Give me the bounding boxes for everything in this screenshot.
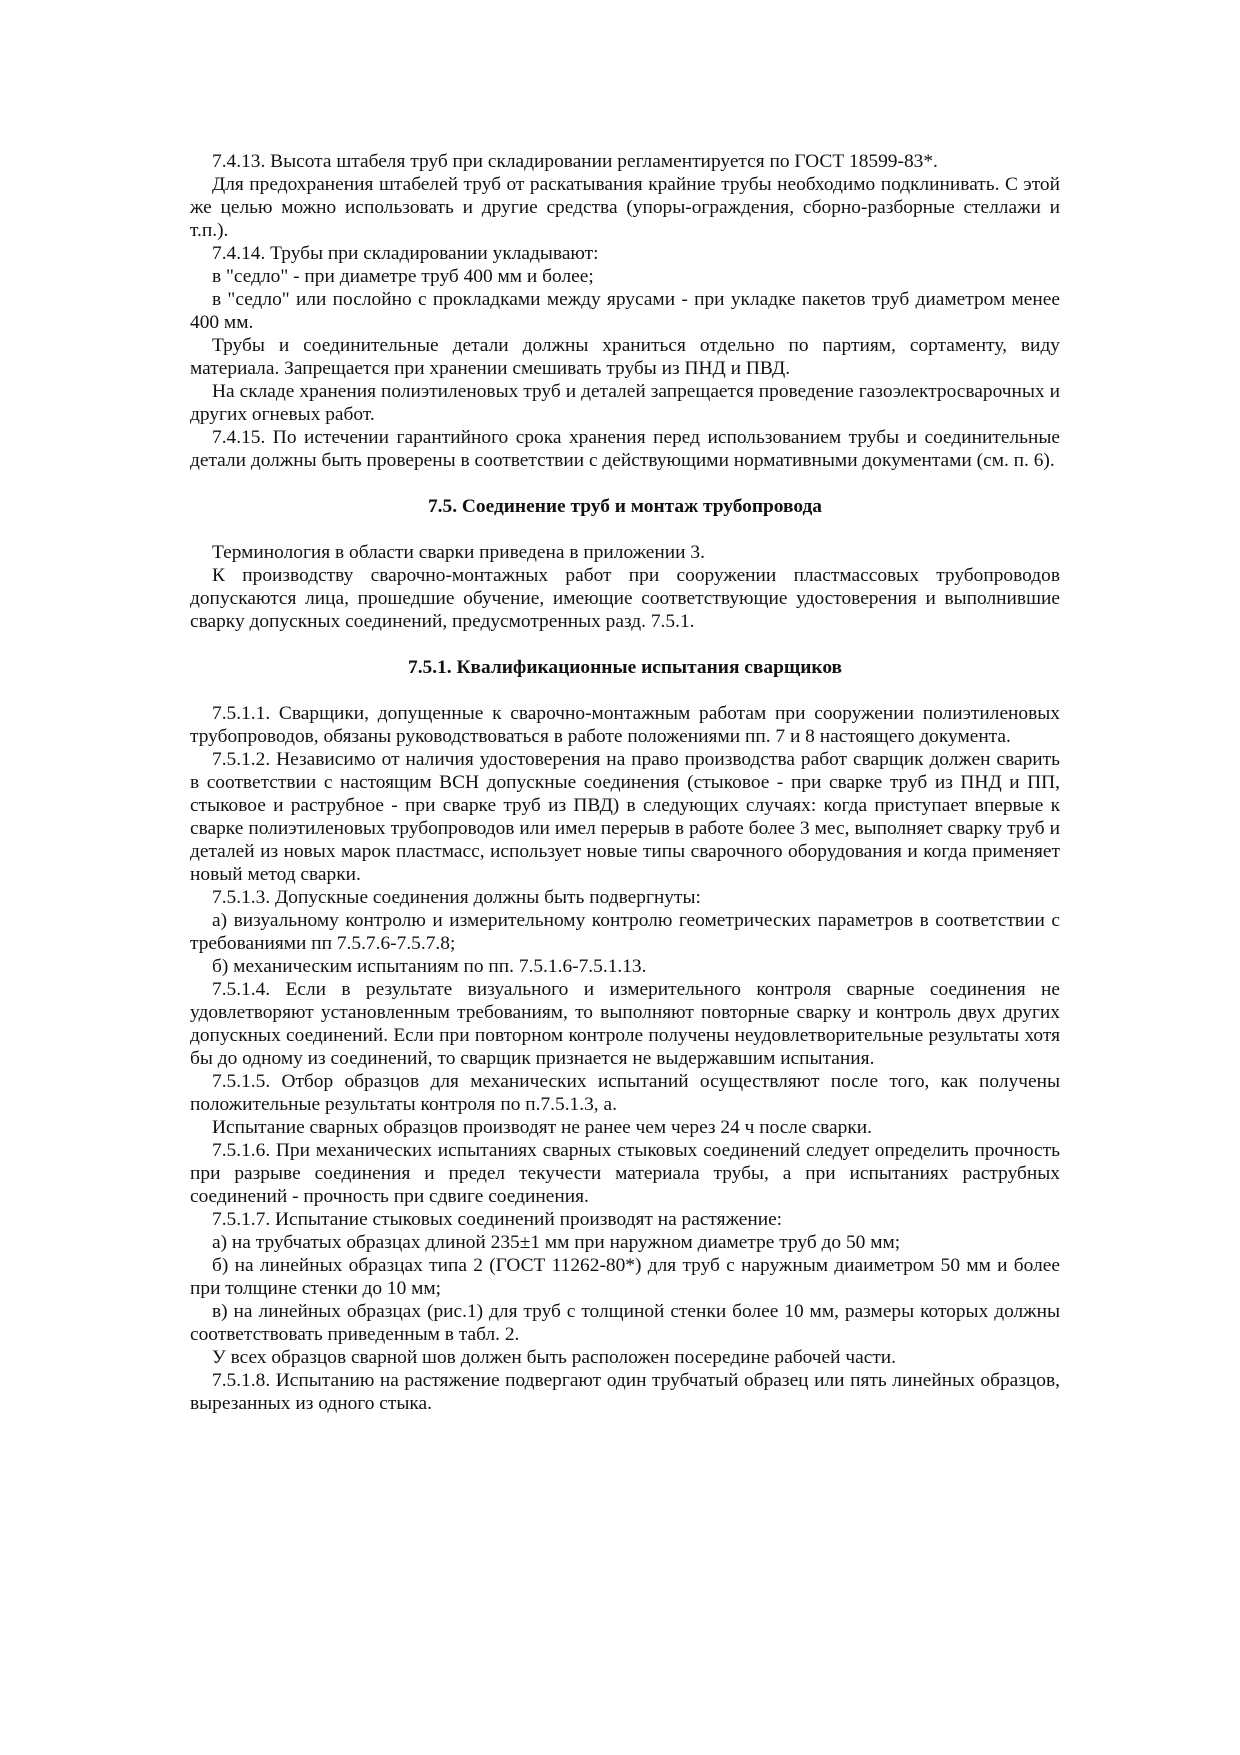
paragraph: в "седло" - при диаметре труб 400 мм и более; [212, 266, 594, 287]
paragraph: в) на линейных образцах (рис.1) для труб с толщиной стенки более 10 мм, размеры которых должны соответствовать приведенным в табл. 2. [190, 1301, 1060, 1345]
paragraph: 7.5.1.5. Отбор образцов для механических испытаний осуществляют после того, как получены положительные результаты контроля по п.7.5.1.3, а. [190, 1071, 1060, 1115]
paragraph: 7.5.1.1. Сварщики, допущенные к сварочно-монтажным работам при сооружении полиэтиленовых трубопроводов, обязаны руководствоваться в работе положениями пп. 7 и 8 настоящего документа. [190, 703, 1060, 747]
paragraph: К производству сварочно-монтажных работ при сооружении пластмассовых трубопроводов допускаются лица, прошедшие обучение, имеющие соответствующие удостоверения и выполнившие сварку допускных соединений, предусмотренных разд. 7.5.1. [190, 565, 1060, 632]
paragraph: 7.4.15. По истечении гарантийного срока хранения перед использованием трубы и соединительные детали должны быть проверены в соответствии с действующими нормативными документами (см. п. 6). [190, 427, 1060, 471]
paragraph: 7.5.1.3. Допускные соединения должны быть подвергнуты: [212, 887, 701, 908]
subsection-heading: 7.5.1. Квалификационные испытания сварщиков [408, 657, 842, 678]
paragraph: Испытание сварных образцов производят не ранее чем через 24 ч после сварки. [212, 1117, 873, 1138]
paragraph: Для предохранения штабелей труб от раскатывания крайние трубы необходимо подклинивать. С этой же целью можно использовать и другие средства (упоры-ограждения, сборно-разборные стеллажи и т.п.). [190, 174, 1060, 241]
paragraph: 7.5.1.7. Испытание стыковых соединений производят на растяжение: [212, 1209, 783, 1230]
document-page [190, 150, 1060, 1415]
paragraph: в "седло" или послойно с прокладками между ярусами - при укладке пакетов труб диаметром менее 400 мм. [190, 289, 1060, 333]
paragraph: 7.5.1.6. При механических испытаниях сварных стыковых соединений следует определить прочность при разрыве соединения и предел текучести материала трубы, а при испытаниях раструбных соединений - прочность при сдвиге соединения. [190, 1140, 1060, 1207]
section-heading: 7.5. Соединение труб и монтаж трубопровода [427, 496, 823, 517]
paragraph: 7.4.13. Высота штабеля труб при складировании регламентируется по ГОСТ 18599-83*. [212, 151, 938, 172]
paragraph: 7.5.1.8. Испытанию на растяжение подвергают один трубчатый образец или пять линейных образцов, вырезанных из одного стыка. [190, 1370, 1060, 1414]
paragraph: У всех образцов сварной шов должен быть расположен посередине рабочей части. [212, 1347, 897, 1368]
paragraph: 7.5.1.2. Независимо от наличия удостоверения на право производства работ сварщик должен сварить в соответствии с настоящим ВСН допускные соединения (стыковое - при сварке труб из ПНД и ПП, стыковое и раструбное - при сварке труб из ПВД) в следующих случаях: когда приступает впервые к сварке полиэтиленовых трубопроводов или имел перерыв в работе более 3 мес, выполняет сварку труб и деталей из новых марок пластмасс, использует новые типы сварочного оборудования и когда применяет новый метод сварки. [190, 749, 1060, 885]
paragraph: Трубы и соединительные детали должны храниться отдельно по партиям, сортаменту, виду материала. Запрещается при хранении смешивать трубы из ПНД и ПВД. [190, 335, 1060, 379]
paragraph: а) визуальному контролю и измерительному контролю геометрических параметров в соответствии с требованиями пп 7.5.7.6-7.5.7.8; [190, 910, 1060, 954]
paragraph: 7.4.14. Трубы при складировании укладывают: [212, 243, 599, 264]
paragraph: а) на трубчатых образцах длиной 235±1 мм при наружном диаметре труб до 50 мм; [212, 1232, 901, 1253]
paragraph: На складе хранения полиэтиленовых труб и деталей запрещается проведение газоэлектросварочных и других огневых работ. [190, 381, 1060, 425]
paragraph: 7.5.1.4. Если в результате визуального и измерительного контроля сварные соединения не удовлетворяют установленным требованиям, то выполняют повторные сварку и контроль двух других допускных соединений. Если при повторном контроле получены неудовлетворительные результаты хотя бы до одному из соединений, то сварщик признается не выдержавшим испытания. [190, 979, 1060, 1069]
paragraph: Терминология в области сварки приведена в приложении 3. [212, 542, 705, 563]
paragraph: б) на линейных образцах типа 2 (ГОСТ 11262-80*) для труб с наружным диаиметром 50 мм и более при толщине стенки до 10 мм; [190, 1255, 1060, 1299]
paragraph: б) механическим испытаниям по пп. 7.5.1.6-7.5.1.13. [212, 956, 647, 977]
